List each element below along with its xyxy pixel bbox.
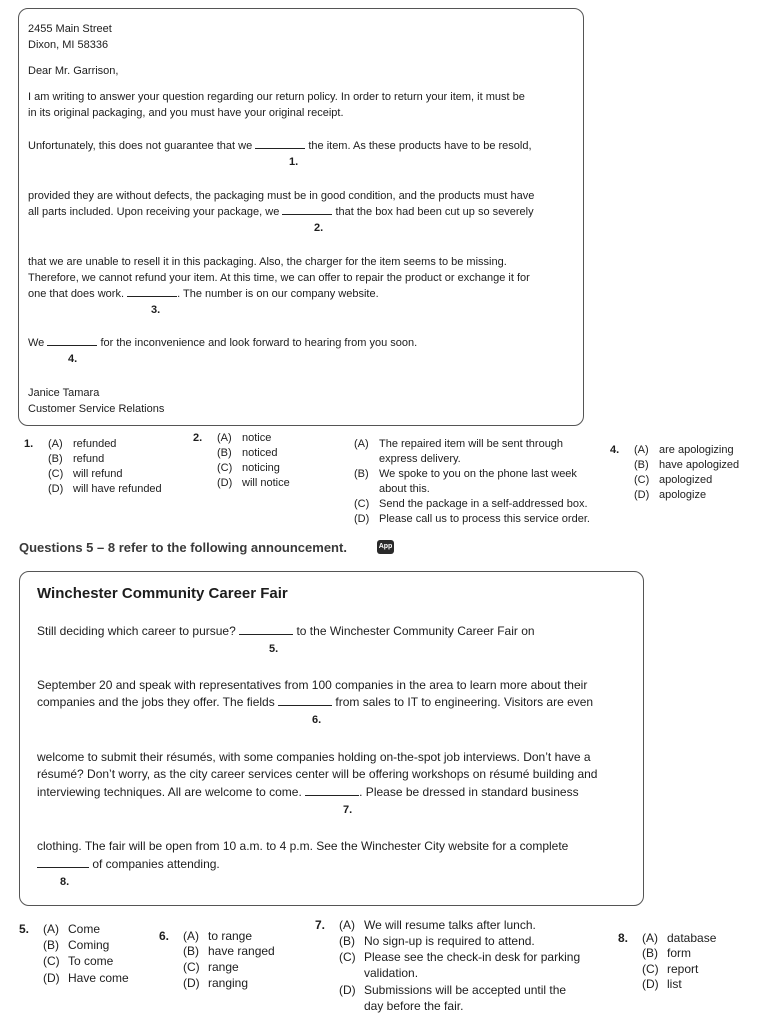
letter-text: We for the inconvenience and look forward to hearing from you soon. [28, 337, 418, 349]
blank-number: 4. [68, 353, 78, 365]
blank-number: 3. [151, 304, 161, 316]
question-number: 4. [610, 444, 620, 456]
letter-text: in its original packaging, and you must have your original receipt. [28, 107, 344, 119]
blank-number: 8. [60, 876, 70, 888]
blank-number: 1. [289, 156, 299, 168]
answer-option[interactable]: (C) Send the package in a self-addressed box. [354, 498, 588, 510]
answer-option[interactable]: (B) No sign-up is required to attend. [339, 934, 535, 948]
answer-option[interactable]: (D) Have come [43, 971, 129, 985]
answer-option[interactable]: (B) Coming [43, 938, 110, 952]
announcement-text: companies and the jobs they offer. The fields from sales to IT to engineering. Visitors are even [37, 695, 594, 709]
answer-option-continuation: express delivery. [379, 453, 461, 465]
announcement-text: September 20 and speak with representatives from 100 companies in the area to learn more about their [37, 678, 588, 692]
letter-text: I am writing to answer your question regarding our return policy. In order to return your item, it must be [28, 91, 525, 103]
answer-option[interactable]: (C) To come [43, 954, 114, 968]
answer-option[interactable]: (C) will refund [48, 468, 123, 480]
letter-text: provided they are without defects, the packaging must be in good condition, and the products must have [28, 190, 535, 202]
answer-option[interactable]: (C) Please see the check-in desk for parking [339, 950, 581, 964]
announcement-text: interviewing techniques. All are welcome to come. . Please be dressed in standard business [37, 785, 579, 799]
question-number: 7. [315, 918, 326, 932]
answer-option-continuation: day before the fair. [364, 999, 464, 1013]
announcement-text: of companies attending. [37, 857, 220, 872]
announcement-text: clothing. The fair will be open from 10 a.m. to 4 p.m. See the Winchester City website for a complete [37, 839, 569, 853]
questions-header: Questions 5 – 8 refer to the following announcement. [19, 540, 347, 555]
answer-option-continuation: validation. [364, 966, 419, 980]
answer-option[interactable]: (B) noticed [217, 447, 278, 459]
announcement-text: Still deciding which career to pursue? to the Winchester Community Career Fair on [37, 624, 535, 638]
blank-number: 7. [343, 804, 353, 816]
announcement-box [19, 571, 644, 906]
letter-text: that we are unable to resell it in this packaging. Also, the charger for the item seems to be missing. [28, 256, 507, 268]
question-number: 8. [618, 931, 629, 945]
question-number: 6. [159, 929, 170, 943]
answer-option[interactable]: (A) database [642, 931, 717, 945]
answer-option[interactable]: (B) We spoke to you on the phone last week [354, 468, 577, 480]
answer-option[interactable]: (C) range [183, 960, 239, 974]
blank-1 [255, 139, 305, 149]
announcement-text: welcome to submit their résumés, with some companies holding on-the-spot job interviews. Don’t have a [37, 750, 591, 764]
letter-address-line1: 2455 Main Street [28, 23, 112, 35]
blank-8 [37, 858, 89, 868]
announcement-text: résumé? Don’t worry, as the city career services center will be offering workshops on résumé building and [37, 767, 598, 781]
answer-option[interactable]: (D) Please call us to process this service order. [354, 513, 590, 525]
blank-5 [239, 625, 293, 635]
answer-option[interactable]: (C) report [642, 962, 699, 976]
letter-address-line2: Dixon, MI 58336 [28, 39, 109, 51]
letter-signature-name: Janice Tamara [28, 387, 100, 399]
question-number: 2. [193, 432, 203, 444]
app-icon[interactable]: App [377, 540, 394, 554]
blank-number: 6. [312, 714, 322, 726]
answer-option[interactable]: (A) to range [183, 929, 253, 943]
letter-text: all parts included. Upon receiving your package, we that the box had been cut up so severely [28, 206, 534, 218]
letter-salutation: Dear Mr. Garrison, [28, 65, 119, 77]
answer-option[interactable]: (D) will notice [217, 477, 290, 489]
answer-option[interactable]: (C) noticing [217, 462, 280, 474]
answer-option[interactable]: (A) are apologizing [634, 444, 734, 456]
answer-option[interactable]: (A) notice [217, 432, 272, 444]
answer-option[interactable]: (B) have apologized [634, 459, 740, 471]
answer-option[interactable]: (A) The repaired item will be sent through [354, 438, 564, 450]
blank-number: 5. [269, 643, 279, 655]
blank-6 [278, 696, 332, 706]
blank-7 [305, 786, 359, 796]
answer-option[interactable]: (D) ranging [183, 976, 249, 990]
answer-option[interactable]: (D) apologize [634, 489, 707, 501]
question-number: 1. [24, 438, 34, 450]
answer-option[interactable]: (B) refund [48, 453, 105, 465]
answer-option[interactable]: (D) list [642, 977, 682, 991]
blank-number: 2. [314, 222, 324, 234]
letter-signature-title: Customer Service Relations [28, 403, 165, 415]
answer-option[interactable]: (B) have ranged [183, 944, 275, 958]
answer-option[interactable]: (D) will have refunded [48, 483, 162, 495]
answer-option-continuation: about this. [379, 483, 430, 495]
answer-option[interactable]: (A) refunded [48, 438, 117, 450]
blank-3 [127, 287, 177, 297]
answer-option[interactable]: (D) Submissions will be accepted until the [339, 983, 567, 997]
letter-text: Unfortunately, this does not guarantee that we the item. As these products have to be resold, [28, 140, 532, 152]
announcement-title: Winchester Community Career Fair [37, 585, 288, 602]
answer-option[interactable]: (A) Come [43, 922, 101, 936]
question-number: 5. [19, 922, 30, 936]
answer-option[interactable]: (A) We will resume talks after lunch. [339, 918, 536, 932]
answer-option[interactable]: (C) apologized [634, 474, 713, 486]
blank-4 [47, 336, 97, 346]
letter-text: one that does work. . The number is on our company website. [28, 288, 379, 300]
answer-option[interactable]: (B) form [642, 946, 691, 960]
letter-text: Therefore, we cannot refund your item. At this time, we can offer to repair the product or exchange it for [28, 272, 530, 284]
blank-2 [282, 205, 332, 215]
